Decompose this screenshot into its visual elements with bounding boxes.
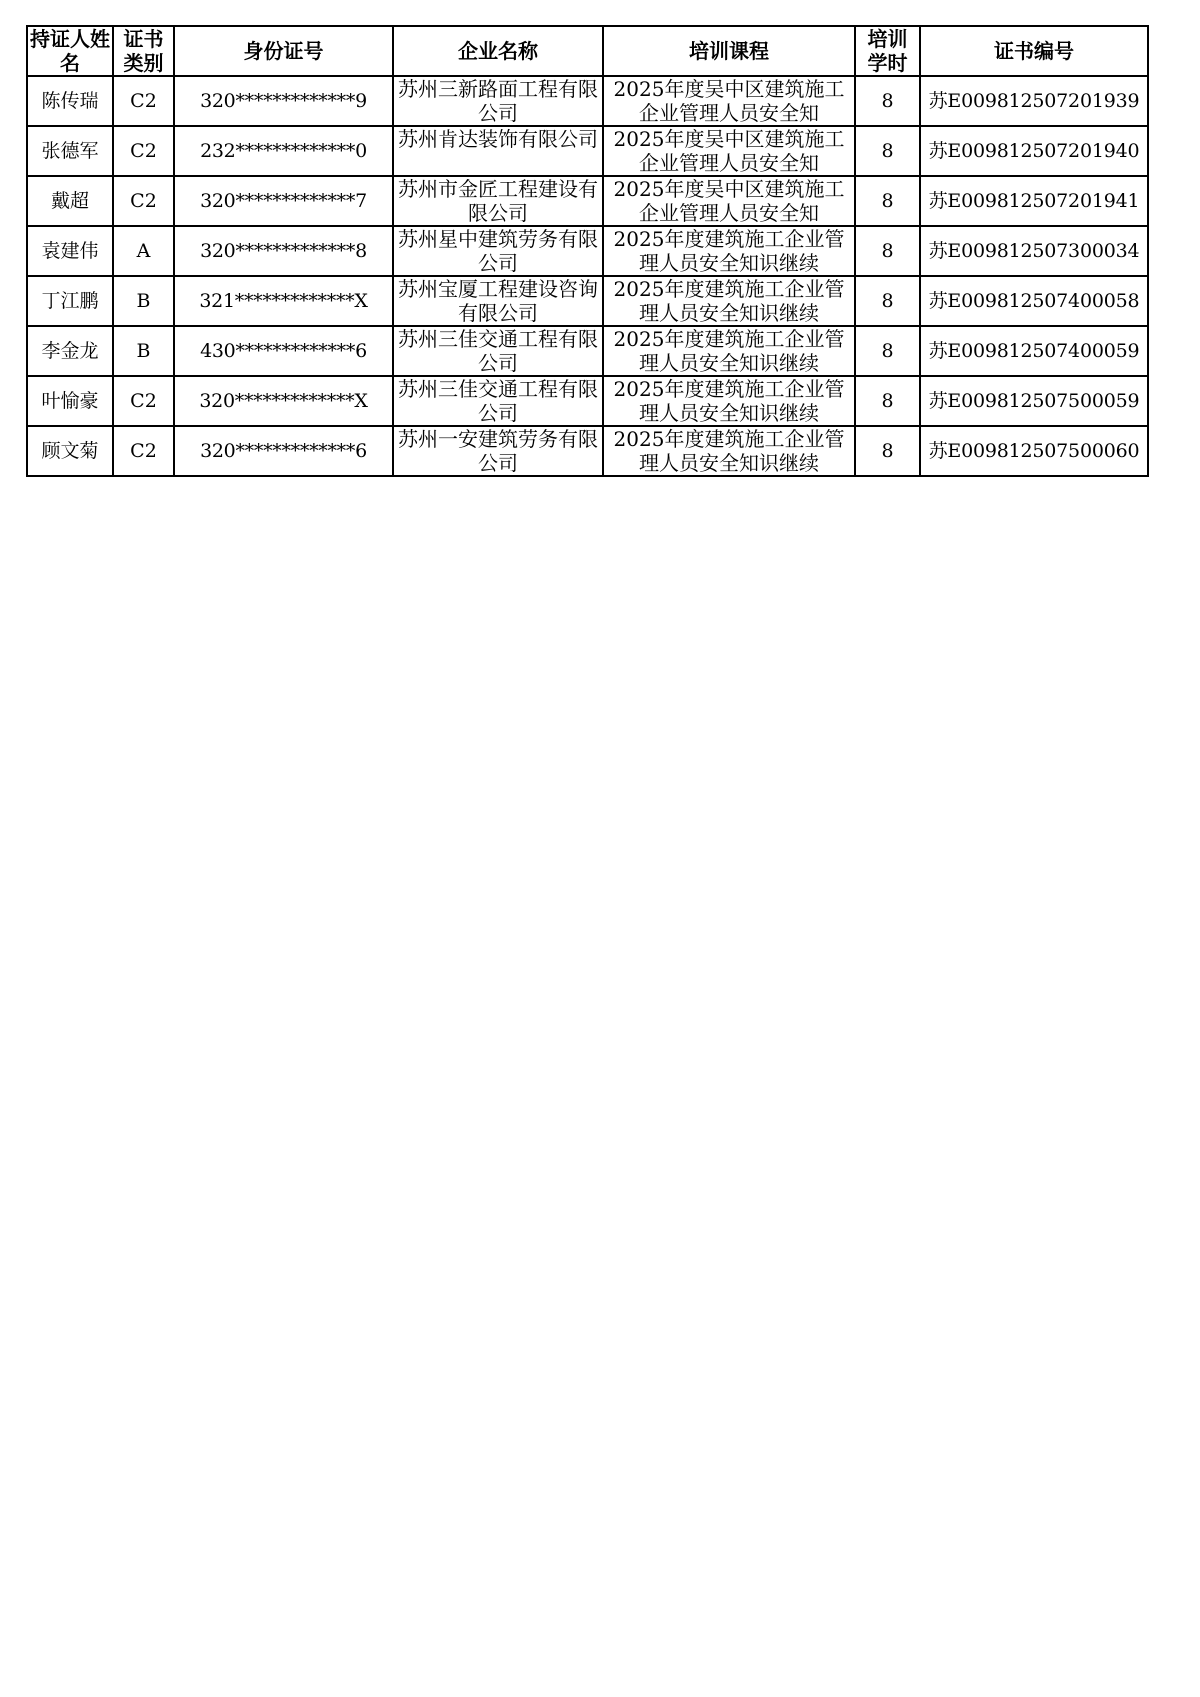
course-name: 2025年度吴中区建筑施工企业管理人员安全知 bbox=[613, 177, 845, 225]
course-cell bbox=[603, 376, 855, 426]
table-row bbox=[27, 276, 1148, 326]
table-row bbox=[27, 226, 1148, 276]
id-number: 320*************7 bbox=[200, 190, 367, 212]
cert-number: 苏E009812507500059 bbox=[928, 390, 1140, 412]
header-hours-label: 培训学时 bbox=[867, 27, 908, 75]
company-name: 苏州市金匠工程建设有限公司 bbox=[398, 177, 598, 225]
id-number-cell bbox=[174, 426, 393, 476]
cert-number-cell bbox=[920, 326, 1148, 376]
hours-cell bbox=[855, 226, 920, 276]
holder-name-cell bbox=[27, 326, 113, 376]
holder-name: 李金龙 bbox=[41, 340, 99, 362]
table-row bbox=[27, 176, 1148, 226]
training-hours: 8 bbox=[881, 140, 894, 162]
id-number-cell bbox=[174, 126, 393, 176]
cert-number-cell bbox=[920, 226, 1148, 276]
hours-cell bbox=[855, 176, 920, 226]
cert-number: 苏E009812507400058 bbox=[928, 290, 1140, 312]
cert-number: 苏E009812507201939 bbox=[928, 90, 1140, 112]
course-name: 2025年度吴中区建筑施工企业管理人员安全知 bbox=[613, 77, 845, 125]
holder-name-cell bbox=[27, 376, 113, 426]
course-cell bbox=[603, 76, 855, 126]
company-cell bbox=[393, 76, 603, 126]
training-hours: 8 bbox=[881, 240, 894, 262]
header-cert-type-label: 证书类别 bbox=[123, 27, 164, 75]
header-company-label: 企业名称 bbox=[458, 39, 538, 63]
header-holder-name-label: 持证人姓名 bbox=[30, 27, 110, 75]
company-cell bbox=[393, 276, 603, 326]
cert-type-cell bbox=[113, 426, 174, 476]
hours-cell bbox=[855, 376, 920, 426]
id-number-cell bbox=[174, 76, 393, 126]
cert-type-cell bbox=[113, 76, 174, 126]
id-number: 320*************6 bbox=[200, 440, 367, 462]
hours-cell bbox=[855, 276, 920, 326]
course-name: 2025年度建筑施工企业管理人员安全知识继续 bbox=[613, 427, 845, 475]
course-name: 2025年度吴中区建筑施工企业管理人员安全知 bbox=[613, 127, 845, 175]
course-cell bbox=[603, 276, 855, 326]
course-name: 2025年度建筑施工企业管理人员安全知识继续 bbox=[613, 377, 845, 425]
holder-name-cell bbox=[27, 176, 113, 226]
holder-name: 陈传瑞 bbox=[41, 90, 99, 112]
company-cell bbox=[393, 326, 603, 376]
id-number: 430*************6 bbox=[200, 340, 367, 362]
header-cert-number bbox=[920, 26, 1148, 76]
holder-name-cell bbox=[27, 126, 113, 176]
id-number-cell bbox=[174, 176, 393, 226]
table-row bbox=[27, 126, 1148, 176]
company-name: 苏州三佳交通工程有限公司 bbox=[398, 327, 598, 375]
holder-name: 袁建伟 bbox=[41, 240, 99, 262]
course-cell bbox=[603, 226, 855, 276]
company-name: 苏州肯达装饰有限公司 bbox=[398, 127, 598, 151]
company-name: 苏州三新路面工程有限公司 bbox=[398, 77, 598, 125]
course-name: 2025年度建筑施工企业管理人员安全知识继续 bbox=[613, 227, 845, 275]
course-cell bbox=[603, 326, 855, 376]
cert-number-cell bbox=[920, 426, 1148, 476]
id-number: 320*************X bbox=[199, 390, 368, 412]
company-name: 苏州三佳交通工程有限公司 bbox=[398, 377, 598, 425]
cert-type: C2 bbox=[130, 440, 157, 462]
holder-name-cell bbox=[27, 226, 113, 276]
course-cell bbox=[603, 126, 855, 176]
company-name: 苏州一安建筑劳务有限公司 bbox=[398, 427, 598, 475]
header-course bbox=[603, 26, 855, 76]
certificate-table bbox=[26, 25, 1149, 477]
id-number-cell bbox=[174, 226, 393, 276]
id-number: 321*************X bbox=[199, 290, 368, 312]
cert-type-cell bbox=[113, 126, 174, 176]
cert-number: 苏E009812507400059 bbox=[928, 340, 1140, 362]
table-row bbox=[27, 326, 1148, 376]
cert-type-cell bbox=[113, 226, 174, 276]
company-cell bbox=[393, 226, 603, 276]
cert-number-cell bbox=[920, 276, 1148, 326]
holder-name: 戴超 bbox=[50, 190, 89, 212]
hours-cell bbox=[855, 126, 920, 176]
company-cell bbox=[393, 376, 603, 426]
company-cell bbox=[393, 176, 603, 226]
cert-number-cell bbox=[920, 376, 1148, 426]
header-row bbox=[27, 26, 1148, 76]
id-number: 320*************9 bbox=[200, 90, 367, 112]
cert-type: C2 bbox=[130, 140, 157, 162]
hours-cell bbox=[855, 426, 920, 476]
company-cell bbox=[393, 426, 603, 476]
cert-type: B bbox=[136, 290, 151, 312]
cert-type: B bbox=[136, 340, 151, 362]
course-name: 2025年度建筑施工企业管理人员安全知识继续 bbox=[613, 327, 845, 375]
id-number-cell bbox=[174, 276, 393, 326]
id-number: 320*************8 bbox=[200, 240, 367, 262]
course-cell bbox=[603, 176, 855, 226]
course-name: 2025年度建筑施工企业管理人员安全知识继续 bbox=[613, 277, 845, 325]
table-row bbox=[27, 426, 1148, 476]
header-id-number bbox=[174, 26, 393, 76]
header-course-label: 培训课程 bbox=[689, 39, 769, 63]
cert-type: C2 bbox=[130, 390, 157, 412]
company-name: 苏州宝厦工程建设咨询有限公司 bbox=[398, 277, 598, 325]
training-hours: 8 bbox=[881, 440, 894, 462]
table-row bbox=[27, 376, 1148, 426]
id-number: 232*************0 bbox=[200, 140, 367, 162]
header-cert-number-label: 证书编号 bbox=[994, 39, 1074, 63]
holder-name-cell bbox=[27, 76, 113, 126]
cert-number-cell bbox=[920, 76, 1148, 126]
cert-number-cell bbox=[920, 176, 1148, 226]
header-cert-type bbox=[113, 26, 174, 76]
cert-type-cell bbox=[113, 376, 174, 426]
holder-name: 顾文菊 bbox=[41, 440, 99, 462]
cert-type-cell bbox=[113, 326, 174, 376]
cert-type-cell bbox=[113, 176, 174, 226]
training-hours: 8 bbox=[881, 90, 894, 112]
id-number-cell bbox=[174, 326, 393, 376]
company-cell bbox=[393, 126, 603, 176]
cert-type: C2 bbox=[130, 90, 157, 112]
header-hours bbox=[855, 26, 920, 76]
holder-name: 张德军 bbox=[41, 140, 99, 162]
company-name: 苏州星中建筑劳务有限公司 bbox=[398, 227, 598, 275]
holder-name: 叶愉豪 bbox=[41, 390, 99, 412]
header-holder-name bbox=[27, 26, 113, 76]
hours-cell bbox=[855, 76, 920, 126]
holder-name: 丁江鹏 bbox=[41, 290, 99, 312]
training-hours: 8 bbox=[881, 190, 894, 212]
cert-number: 苏E009812507300034 bbox=[928, 240, 1140, 262]
holder-name-cell bbox=[27, 426, 113, 476]
header-id-number-label: 身份证号 bbox=[243, 39, 324, 63]
hours-cell bbox=[855, 326, 920, 376]
course-cell bbox=[603, 426, 855, 476]
cert-type: C2 bbox=[130, 190, 157, 212]
cert-number: 苏E009812507201940 bbox=[928, 140, 1140, 162]
cert-number: 苏E009812507201941 bbox=[928, 190, 1140, 212]
cert-type-cell bbox=[113, 276, 174, 326]
table-row bbox=[27, 76, 1148, 126]
id-number-cell bbox=[174, 376, 393, 426]
training-hours: 8 bbox=[881, 290, 894, 312]
training-hours: 8 bbox=[881, 390, 894, 412]
holder-name-cell bbox=[27, 276, 113, 326]
cert-number: 苏E009812507500060 bbox=[928, 440, 1140, 462]
header-company bbox=[393, 26, 603, 76]
cert-type: A bbox=[136, 240, 151, 262]
cert-number-cell bbox=[920, 126, 1148, 176]
training-hours: 8 bbox=[881, 340, 894, 362]
